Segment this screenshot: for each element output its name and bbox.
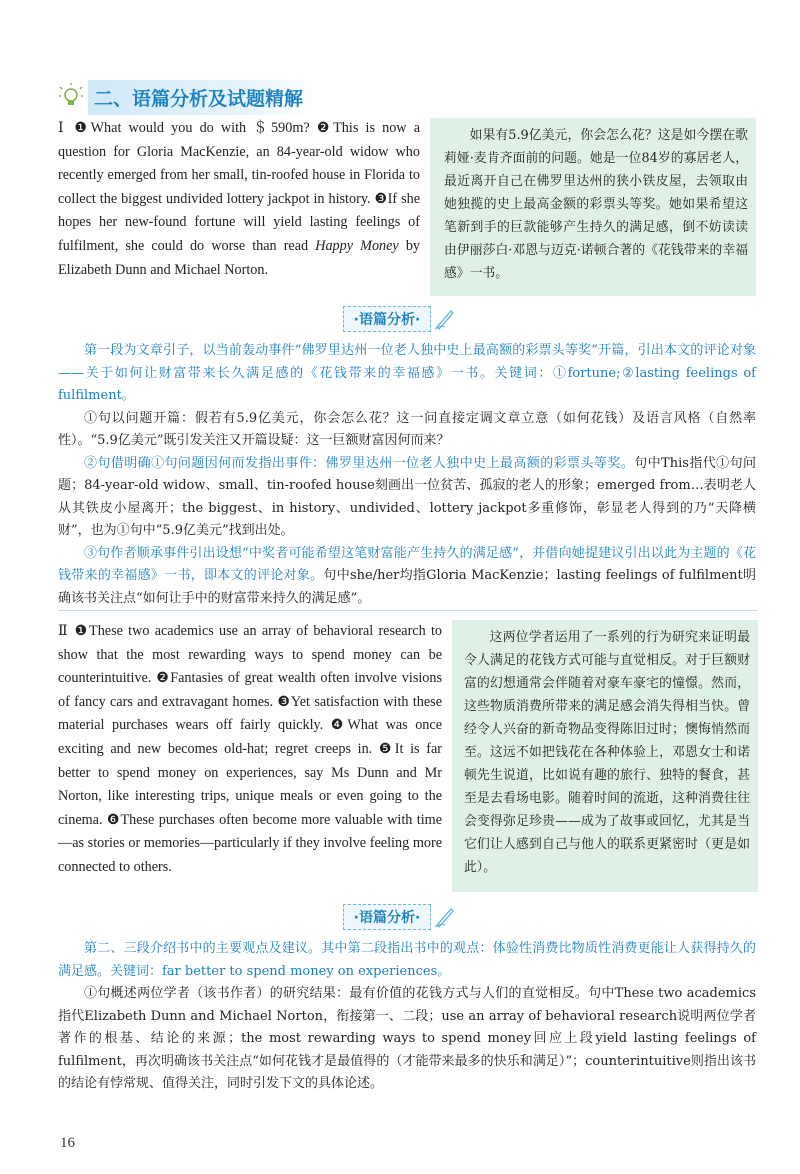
passage-2-english: Ⅱ ❶These two academics use an array of behavioral research to show that the most rewarding ways to spend money can be counterintuitive. ❷Fantasies of great wealth often involve visions of fancy cars and extravagant homes. ❸Yet satisfaction with these material purchases wears off fairly quickly. ❹What was once exciting and new becomes old-hat; regret creeps in. ❺It is far better to spend money on experiences, say Ms Dunn and Mr Norton, like interesting trips, unique meals or even going to the cinema. ❻These purchases often become more valuable with time—as stories or memories—particularly if they involve feeling more connected to others. xyxy=(58,623,442,875)
analysis-1-sentence-2 xyxy=(58,453,756,543)
passage-2-translation: 这两位学者运用了一系列的行为研究来证明最令人满足的花钱方式可能与直觉相反。对于巨额财富的幻想通常会伴随着对豪车豪宅的憧憬。然而，这些物质消费所带来的满足感会消失得相当快。曾经令人兴奋的新奇物品变得陈旧过时；懊悔悄然而至。这远不如把钱花在各种体验上，邓恩女士和诺顿先生说道，比如说有趣的旅行、独特的餐食，甚至是去看场电影。随着时间的流逝，这种消费往往会变得弥足珍贵——成为了故事或回忆，尤其是当它们让人感到自己与他人的联系更紧密时（更是如此）。 xyxy=(452,620,758,892)
pen-icon xyxy=(433,307,457,331)
analysis-badge-label: ·语篇分析· xyxy=(343,306,432,332)
section-header xyxy=(58,80,313,115)
analysis-1-sentence-2-body: 句中This指代①句问题；84-year-old widow、small、tin-roofed house刻画出一位贫苦、孤寂的老人的形象；emerged from…表明老人从其铁皮小屋离开；the biggest、in history、undivided、lottery jackpot多重修饰，彰显老人得到的乃“天降横财”，也为①句中“5.9亿美元”找到出处。 xyxy=(58,455,756,538)
lightbulb-icon xyxy=(58,83,84,113)
divider xyxy=(58,610,758,611)
analysis-1-sentence-3 xyxy=(58,543,756,611)
section-title: 二、语篇分析及试题精解 xyxy=(88,80,313,115)
analysis-badge-2 xyxy=(0,904,800,930)
pen-icon xyxy=(433,905,457,929)
page-number: 16 xyxy=(60,1135,75,1151)
passage-1-english xyxy=(58,117,420,282)
analysis-badge-1 xyxy=(0,306,800,332)
passage-1-translation: 如果有5.9亿美元，你会怎么花？这是如今摆在歌莉娅·麦肯齐面前的问题。她是一位84岁的寡居老人，最近离开自己在佛罗里达州的狭小铁皮屋，去领取由她独揽的史上最高金额的彩票头等奖。她如果希望这笔新到手的巨款能够产生持久的满足感，倒不妨读读由伊丽莎白·邓恩与迈克·诺顿合著的《花钱带来的幸福感》一书。 xyxy=(430,118,756,296)
analysis-1-sentence-1: ①句以问题开篇：假若有5.9亿美元，你会怎么花？这一问直接定调文章立意（如何花钱）及语言风格（自然率性）。“5.9亿美元”既引发关注又开篇设疑：这一巨额财富因何而来？ xyxy=(58,410,756,448)
analysis-2-intro: 第二、三段介绍书中的主要观点及建议。其中第二段指出书中的观点：体验性消费比物质性消费更能让人获得持久的满足感。关键词：far better to spend money on experiences。 xyxy=(58,941,756,979)
analysis-1 xyxy=(58,340,756,610)
book-title-italic: Happy Money xyxy=(315,237,399,254)
analysis-1-intro: 第一段为文章引子，以当前轰动事件“佛罗里达州一位老人独中史上最高额的彩票头等奖”开篇，引出本文的评论对象——关于如何让财富带来长久满足感的《花钱带来的幸福感》一书。关键词：①fortune;②lasting feelings of fulfilment。 xyxy=(58,343,756,403)
analysis-2-sentence-1: ①句概述两位学者（该书作者）的研究结果：最有价值的花钱方式与人们的直觉相反。句中These two academics指代Elizabeth Dunn and Michael Norton，衔接第一、二段；use an array of behavioral research说明两位学者著作的根基、结论的来源；the most rewarding ways to spend money回应上段yield lasting feelings of fulfilment，再次明确该书关注点“如何花钱才是最值得的（才能带来最多的快乐和满足）”；counterintuitive则指出该书的结论有悖常规、值得关注，同时引发下文的具体论述。 xyxy=(58,986,756,1091)
analysis-1-sentence-3-lead: ③句作者顺承事件引出设想“中奖者可能希望这笔财富能产生持久的满足感”，并借向她提建议引出以此为主题的《花钱带来的幸福感》一书，即本文的评论对象。 xyxy=(58,545,756,583)
passage-1-tail: by Elizabeth Dunn and Michael Norton. xyxy=(58,237,421,278)
analysis-1-sentence-3-body: 句中she/her均指Gloria MacKenzie；lasting feelings of fulfilment明确该书关注点“如何让手中的财富带来持久的满足感”。 xyxy=(58,568,756,606)
passage-1-text: Ⅰ ❶What would you do with ＄590m? ❷This is now a question for Gloria MacKenzie, an 84-year-old widow who recently emerged from her small, tin-roofed house in Florida to collect the biggest undivided lottery jackpot in history. ❸If she hopes her new-found fortune will yield lasting feelings of fulfilment, she could do worse than read xyxy=(58,120,420,254)
analysis-badge-label: ·语篇分析· xyxy=(343,904,432,930)
analysis-1-sentence-2-lead: ②句借明确①句问题因何而发指出事件：佛罗里达州一位老人独中史上最高额的彩票头等奖。 xyxy=(84,455,635,471)
analysis-2 xyxy=(58,938,756,1096)
